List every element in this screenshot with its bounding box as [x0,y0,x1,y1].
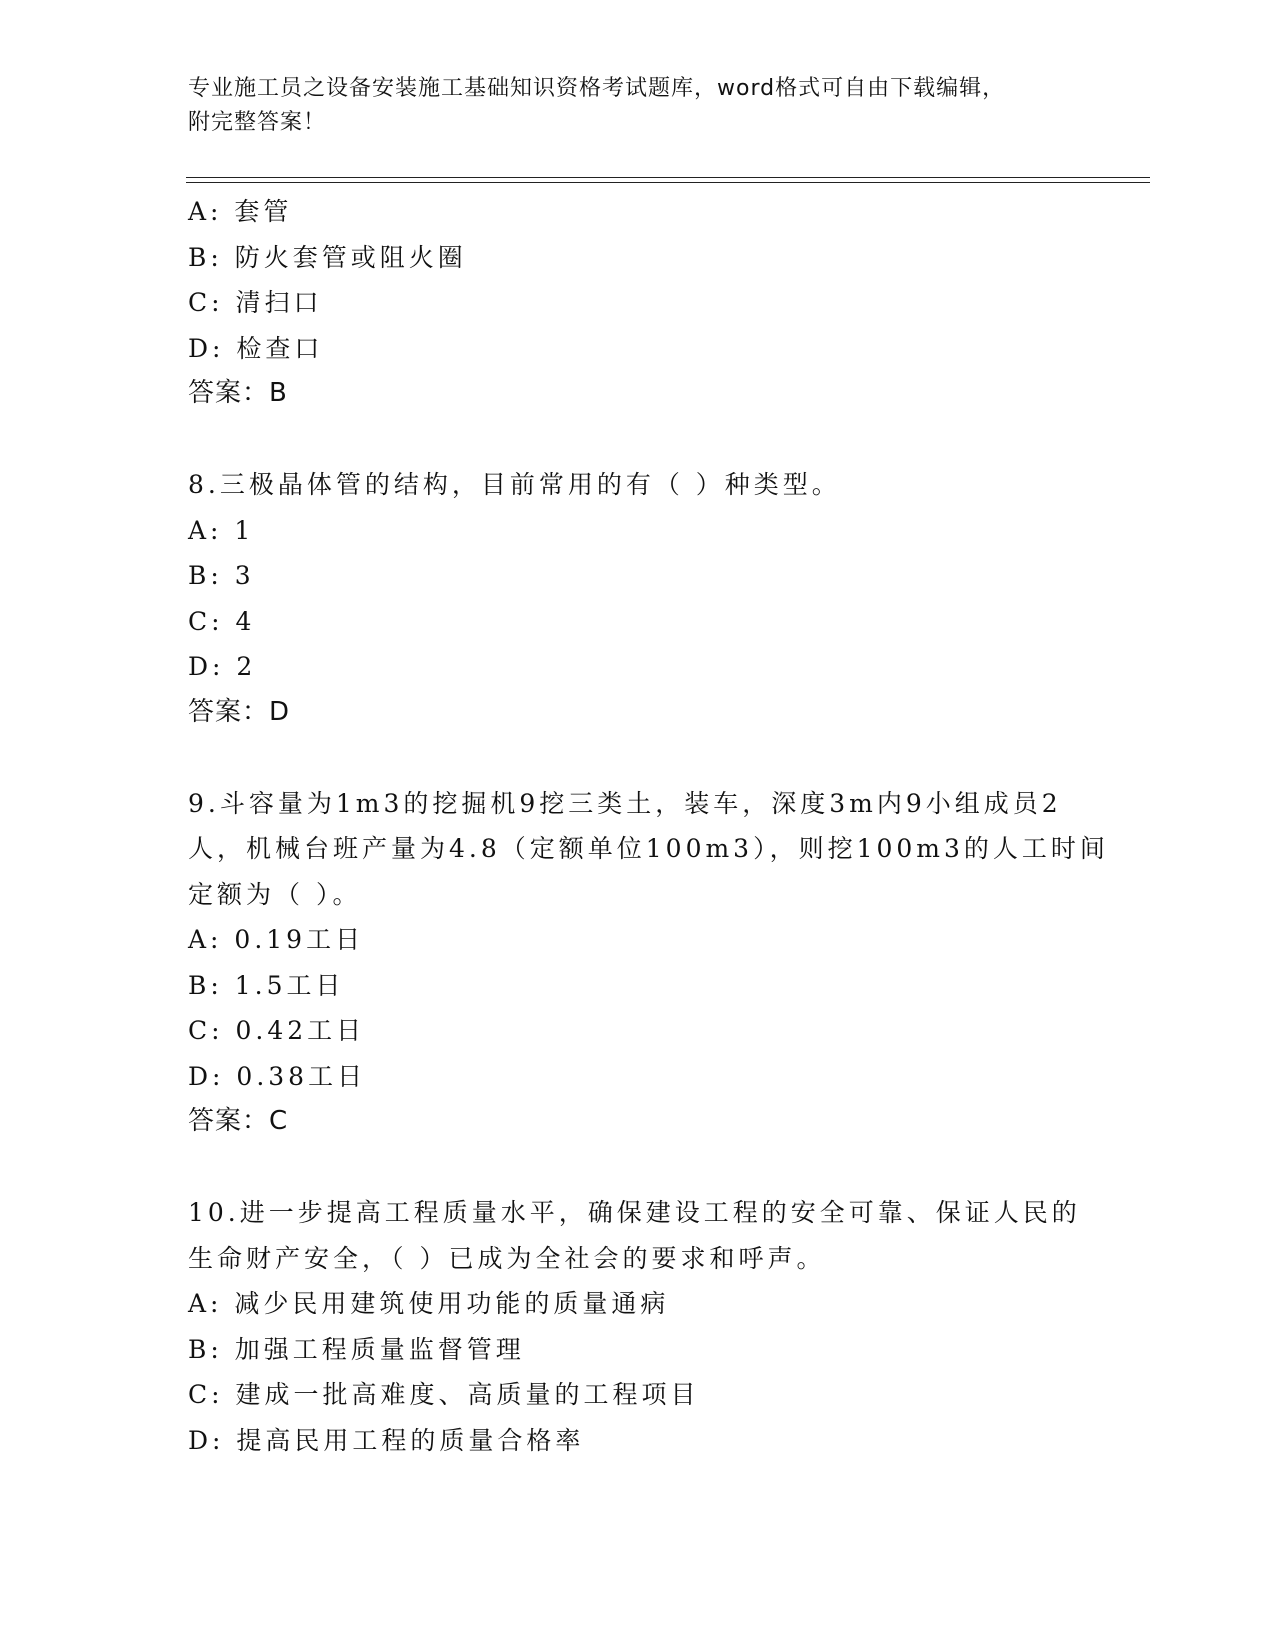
question-7-option-c: C: 清扫口 [188,288,323,317]
document-header [188,72,1088,140]
header-divider-top [186,177,1150,178]
question-10-option-b: B: 加强工程质量监督管理 [188,1334,525,1364]
question-10-stem-line-1: 10.进一步提高工程质量水平，确保建设工程的安全可靠、保证人民的 [188,1198,1081,1227]
question-7-option-d: D: 检查口 [188,333,324,363]
question-9-option-c: C: 0.42工日 [188,1016,366,1045]
header-line-1: 专业施工员之设备安装施工基础知识资格考试题库，word格式可自由下载编辑， [188,76,1006,101]
question-9-answer: 答案：C [188,1106,289,1136]
question-9-stem-line-2: 人，机械台班产量为4.8（定额单位100m3），则挖100m3的人工时间 [188,834,1109,863]
question-10-option-d: D: 提高民用工程的质量合格率 [188,1425,585,1455]
question-8 [188,462,1088,735]
question-8-option-b: B: 3 [188,561,255,590]
question-7-option-a: A: 套管 [188,197,293,226]
question-list [188,189,1109,1463]
header-line-2: 附完整答案！ [188,110,327,135]
question-7-answer: 答案：B [188,378,288,408]
question-8-option-a: A: 1 [188,515,255,545]
header-divider-bottom [186,182,1150,183]
question-9-option-d: D: 0.38工日 [188,1061,367,1091]
question-9-option-a: A: 0.19工日 [188,925,365,954]
question-10-stem-line-2: 生命财产安全，（ ）已成为全社会的要求和呼声。 [188,1243,826,1273]
spacer [188,1145,1088,1191]
spacer [188,417,1088,463]
question-9-stem-line-1: 9.斗容量为1m3的挖掘机9挖三类土，装车，深度3m内9小组成员2 [188,788,1062,818]
question-8-stem: 8.三极晶体管的结构，目前常用的有（ ）种类型。 [188,470,841,499]
question-9-stem-line-3: 定额为（ ）。 [188,879,362,909]
question-10 [188,1190,1088,1463]
question-8-option-d: D: 2 [188,652,257,681]
question-8-option-c: C: 4 [188,606,256,636]
question-9-option-b: B: 1.5工日 [188,970,345,1000]
spacer [188,735,1088,781]
question-9 [188,781,1109,1145]
question-10-option-a: A: 减少民用建筑使用功能的质量通病 [188,1289,670,1318]
question-7 [188,189,1088,417]
question-8-answer: 答案：D [188,696,291,727]
question-10-option-c: C: 建成一批高难度、高质量的工程项目 [188,1380,700,1409]
question-7-option-b: B: 防火套管或阻火圈 [188,242,467,272]
